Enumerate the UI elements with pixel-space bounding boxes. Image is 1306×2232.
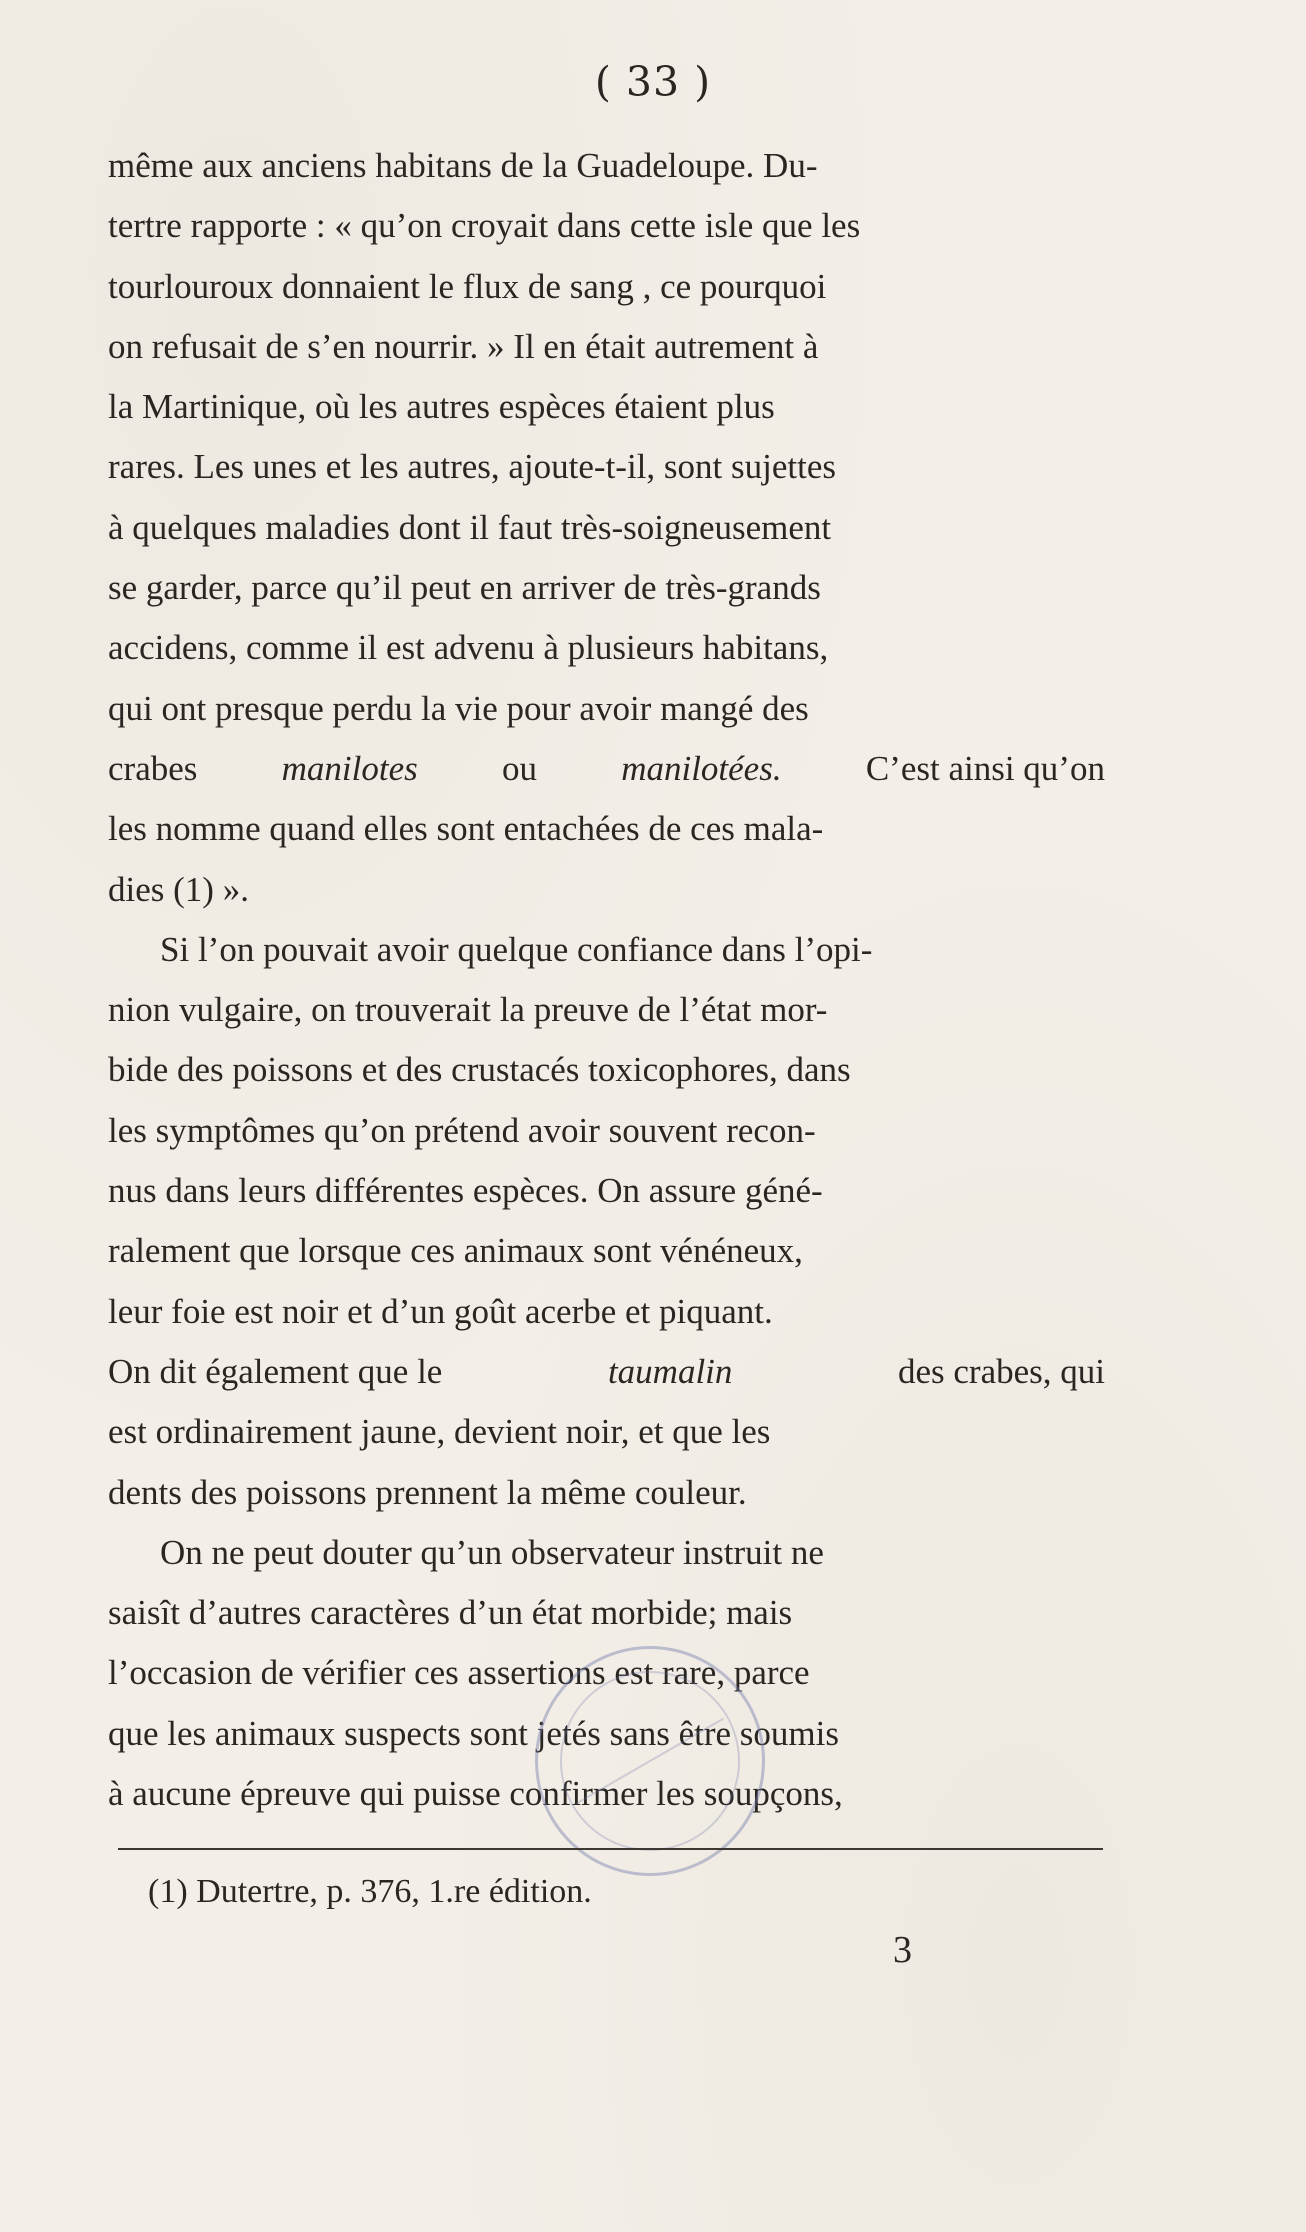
text-line-11-middle: ou — [501, 748, 537, 788]
text-line-25-content: saisît d’autres caractères d’un état morbide; mais — [108, 1593, 793, 1633]
text-line-26-content: l’occasion de vérifier ces assertions est rare, parce — [108, 1653, 810, 1693]
text-line-10 — [108, 679, 1105, 739]
text-line-21-prefix: On dit également que le — [108, 1351, 443, 1391]
text-line-01 — [108, 136, 1105, 196]
text-line-16-content: bide des poissons et des crustacés toxicophores, dans — [108, 1050, 851, 1090]
text-line-04 — [108, 317, 1105, 377]
page-number: ( 33 ) — [594, 58, 712, 106]
footnote: (1) Dutertre, p. 376, 1.re édition. — [148, 1873, 592, 1910]
text-line-03 — [108, 257, 1105, 317]
text-line-24-content: On ne peut douter qu’un observateur instruit ne — [160, 1532, 824, 1572]
text-line-16 — [108, 1040, 1105, 1100]
text-line-13 — [108, 860, 1105, 920]
text-line-23-content: dents des poissons prennent la même couleur. — [108, 1472, 747, 1512]
text-line-05-content: la Martinique, où les autres espèces étaient plus — [108, 387, 775, 427]
text-line-07-content: à quelques maladies dont il faut très-soigneusement — [108, 507, 832, 547]
text-line-25 — [108, 1583, 1105, 1643]
text-line-20-content: leur foie est noir et d’un goût acerbe et piquant. — [108, 1291, 773, 1331]
italic-word-manilotees: manilotées. — [621, 748, 782, 788]
text-line-26 — [108, 1643, 1105, 1703]
text-line-28 — [108, 1764, 1105, 1824]
text-line-12-content: les nomme quand elles sont entachées de ces mala- — [108, 809, 824, 849]
text-line-20 — [108, 1282, 1105, 1342]
text-line-08 — [108, 558, 1105, 618]
text-line-01-content: même aux anciens habitans de la Guadeloupe. Du- — [108, 146, 818, 185]
text-line-07 — [108, 498, 1105, 558]
text-line-22 — [108, 1402, 1105, 1462]
text-line-19-content: ralement que lorsque ces animaux sont vénéneux, — [108, 1231, 803, 1271]
text-line-05 — [108, 377, 1105, 437]
text-line-18-content: nus dans leurs différentes espèces. On assure géné- — [108, 1171, 823, 1211]
text-line-28-content: à aucune épreuve qui puisse confirmer les soupçons, — [108, 1774, 843, 1814]
text-line-22-content: est ordinairement jaune, devient noir, et que les — [108, 1412, 771, 1452]
text-line-02-content: tertre rapporte : « qu’on croyait dans cette isle que les — [108, 206, 861, 246]
text-line-02 — [108, 196, 1105, 256]
text-line-14-content: Si l’on pouvait avoir quelque confiance dans l’opi- — [160, 929, 873, 969]
text-line-06-content: rares. Les unes et les autres, ajoute-t-il, sont sujettes — [108, 447, 836, 487]
text-line-11 — [108, 739, 1105, 799]
text-line-09 — [108, 618, 1105, 678]
text-line-03-content: tourlouroux donnaient le flux de sang , ce pourquoi — [108, 266, 827, 306]
text-line-21 — [108, 1342, 1105, 1402]
footnote-rule — [118, 1848, 1103, 1850]
text-line-24 — [108, 1523, 1105, 1583]
text-line-27-content: que les animaux suspects sont jetés sans être soumis — [108, 1713, 839, 1753]
text-line-11-suffix: C’est ainsi qu’on — [865, 748, 1105, 788]
text-line-18 — [108, 1161, 1105, 1221]
text-line-13-content: dies (1) ». — [108, 869, 249, 909]
text-line-21-suffix: des crabes, qui — [897, 1351, 1105, 1391]
text-line-17 — [108, 1101, 1105, 1161]
text-line-10-content: qui ont presque perdu la vie pour avoir mangé des — [108, 688, 809, 728]
text-line-17-content: les symptômes qu’on prétend avoir souvent recon- — [108, 1110, 816, 1150]
text-line-23 — [108, 1463, 1105, 1523]
text-line-12 — [108, 799, 1105, 859]
italic-word-taumalin: taumalin — [607, 1351, 733, 1391]
text-line-11-prefix: crabes — [108, 748, 198, 788]
text-line-15-content: nion vulgaire, on trouverait la preuve de l’état mor- — [108, 990, 828, 1030]
main-text — [108, 136, 1105, 1824]
text-line-08-content: se garder, parce qu’il peut en arriver de très-grands — [108, 568, 821, 608]
text-line-06 — [108, 437, 1105, 497]
text-line-19 — [108, 1221, 1105, 1281]
text-line-04-content: on refusait de s’en nourrir. » Il en était autrement à — [108, 326, 819, 366]
signature-mark: 3 — [893, 1929, 912, 1971]
text-line-14 — [108, 920, 1105, 980]
text-line-09-content: accidens, comme il est advenu à plusieurs habitans, — [108, 628, 829, 668]
italic-word-manilotes: manilotes — [281, 748, 418, 788]
text-line-27 — [108, 1704, 1105, 1764]
text-line-15 — [108, 980, 1105, 1040]
